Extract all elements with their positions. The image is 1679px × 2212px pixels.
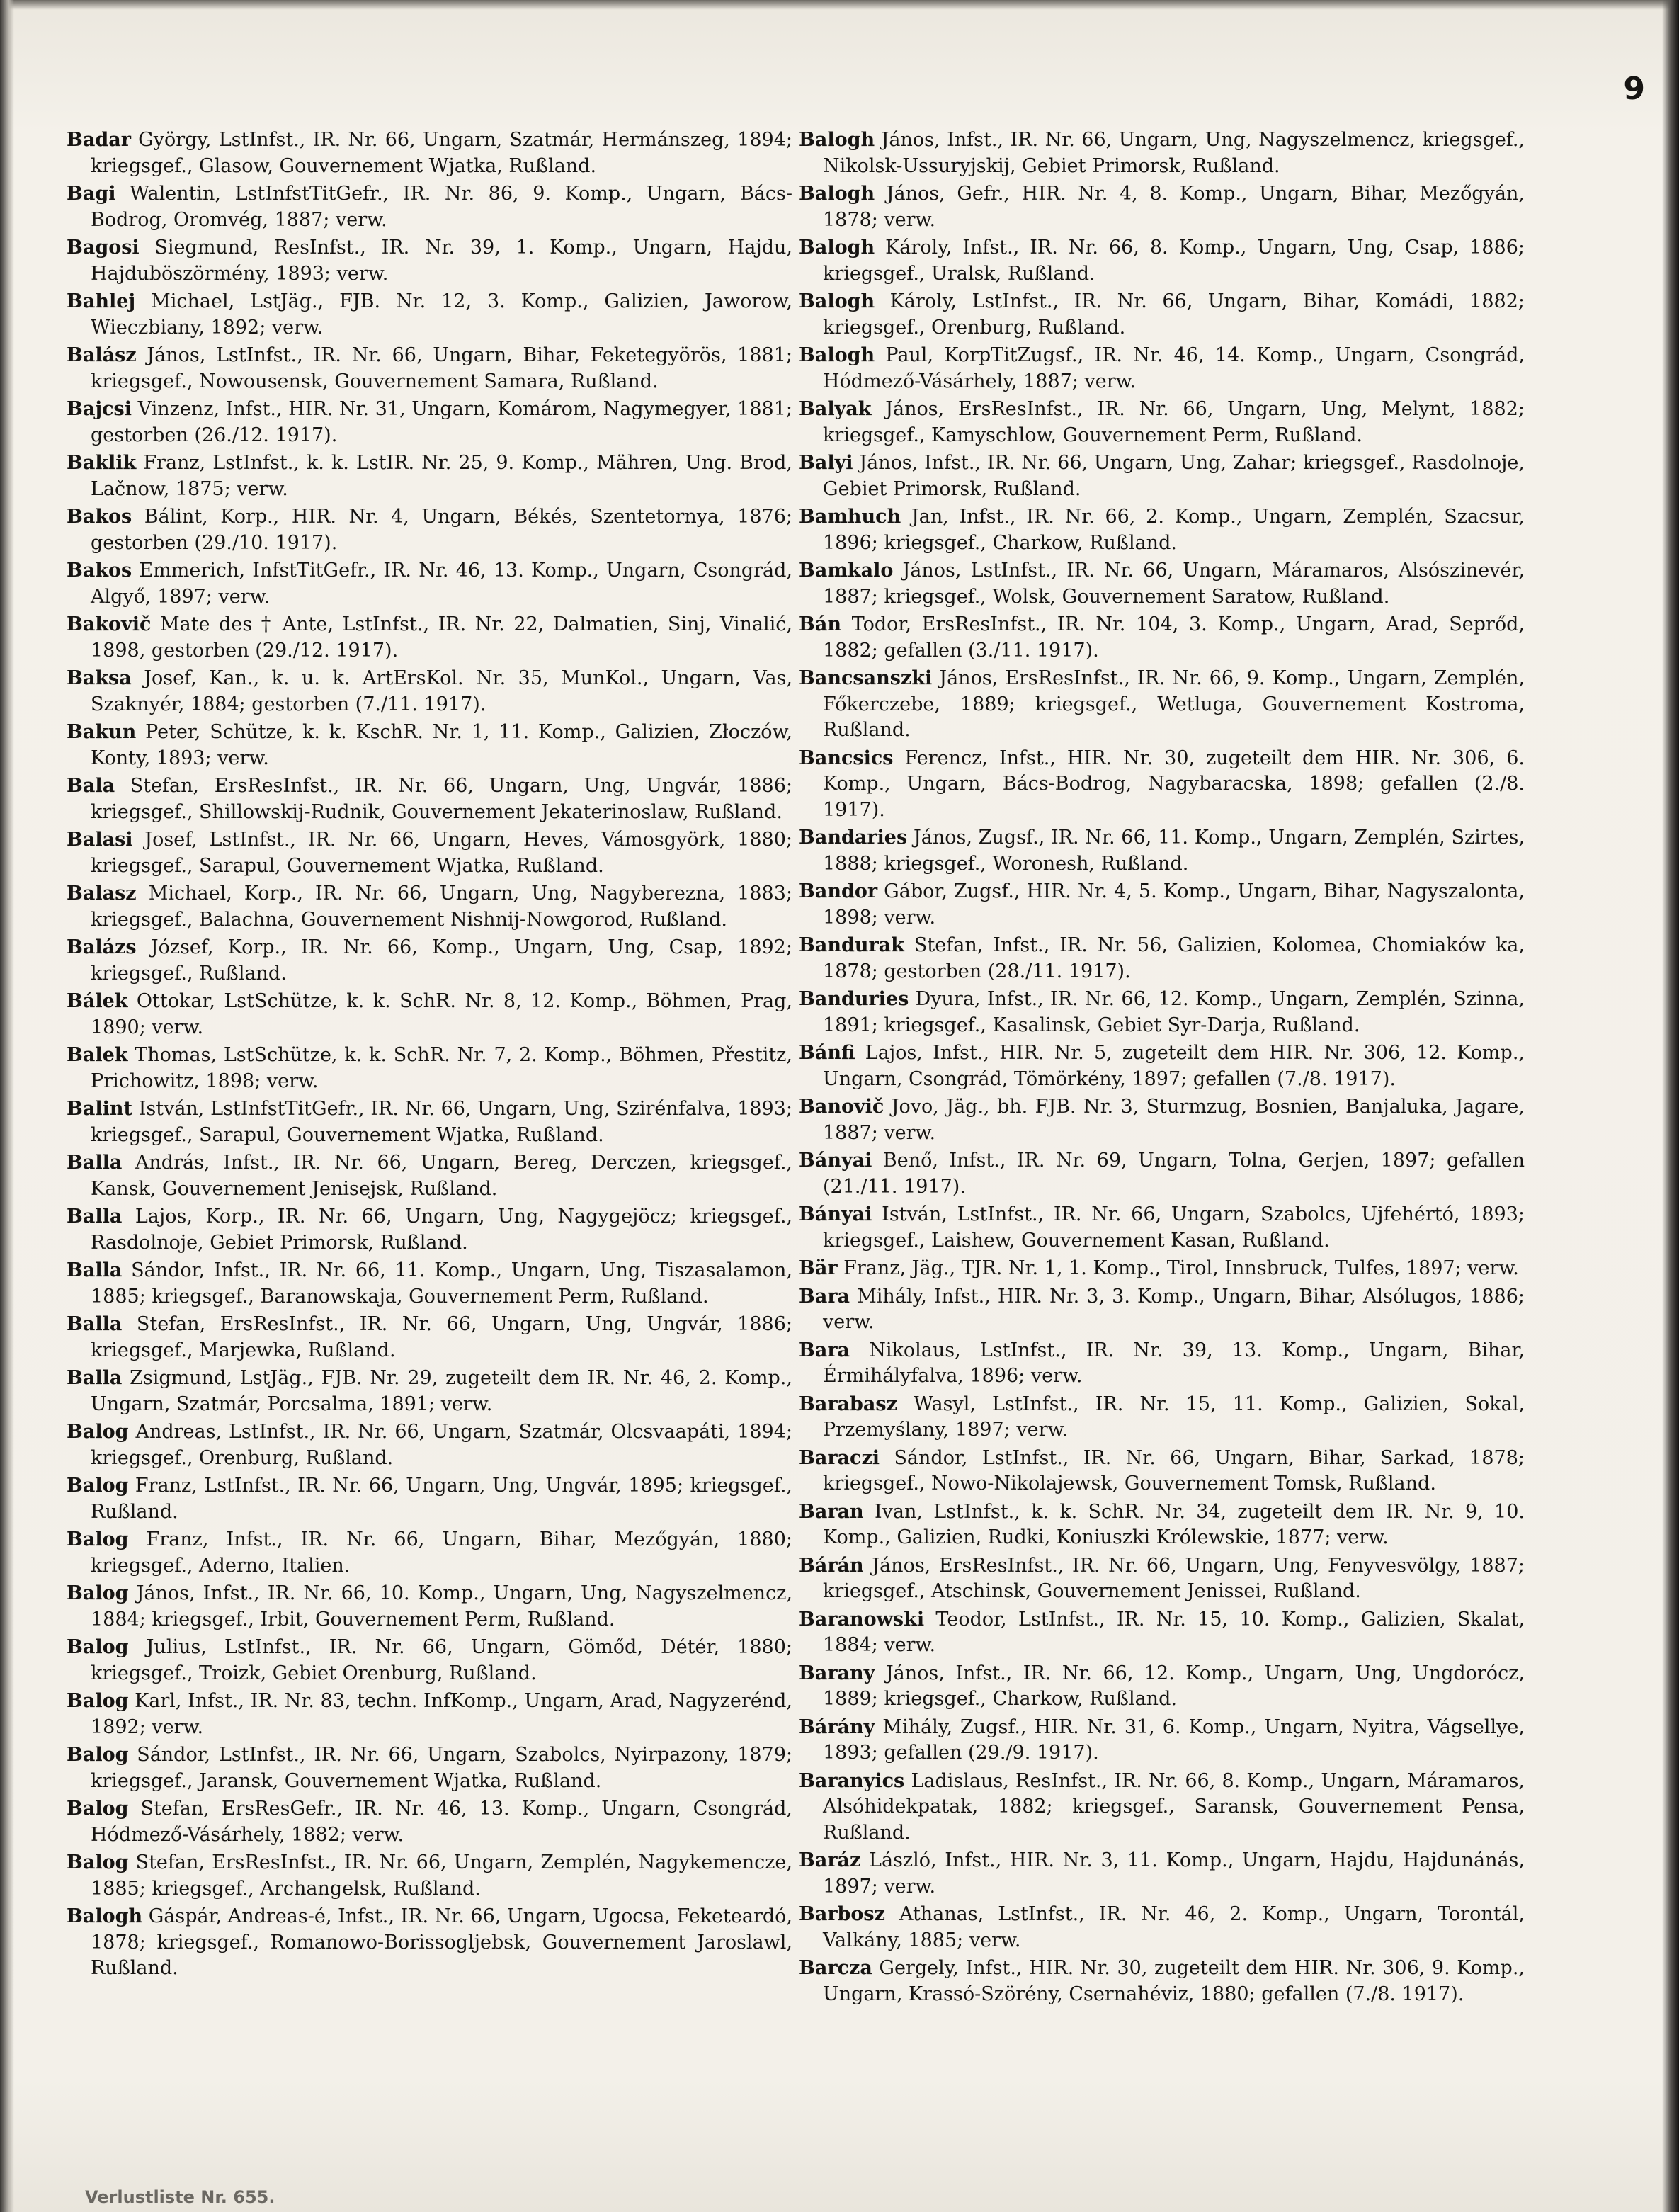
entry-surname: Bakos — [67, 560, 132, 582]
entry-details: Ivan, LstInfst., k. k. SchR. Nr. 34, zugeteilt dem IR. Nr. 9, 10. Komp., Galizien, Rudki, Koniuszki Królewskie, 1877; verw. — [823, 1500, 1525, 1548]
entry-surname: Bagi — [67, 183, 116, 205]
entry-details: Dyura, Infst., IR. Nr. 66, 12. Komp., Ungarn, Zemplén, Szinna, 1891; kriegsgef., Kasalinsk, Gebiet Syr-Darja, Rußland. — [823, 988, 1525, 1036]
entry-surname: Balyi — [799, 452, 853, 474]
entry-details: Wasyl, LstInfst., IR. Nr. 15, 11. Komp., Galizien, Sokal, Przemyślany, 1897; verw. — [823, 1393, 1525, 1441]
entry-surname: Balázs — [67, 936, 137, 958]
entry-details: Karl, Infst., IR. Nr. 83, techn. InfKomp., Ungarn, Arad, Nagyzerénd, 1892; verw. — [91, 1690, 792, 1738]
page-number: 9 — [1623, 71, 1645, 107]
casualty-entry — [67, 1258, 792, 1310]
entry-details: Gáspár, Andreas-é, Infst., IR. Nr. 66, Ungarn, Ugocsa, Feketeardó, 1878; kriegsgef., Romanowo-Borissoglјebsk, Gouvernement Jaroslawl, Rußland. — [91, 1905, 792, 1979]
casualty-entry — [67, 1473, 792, 1525]
casualty-entry — [67, 989, 792, 1040]
entry-details: János, LstInfst., IR. Nr. 66, Ungarn, Bihar, Feketegyörös, 1881; kriegsgef., Nowousensk, Gouvernement Samara, Rußland. — [91, 344, 792, 392]
entry-surname: Bara — [799, 1285, 850, 1308]
entry-surname: Balla — [67, 1259, 123, 1281]
casualty-entry — [67, 935, 792, 987]
entry-surname: Bakos — [67, 506, 132, 528]
entry-details: Michael, LstJäg., FJB. Nr. 12, 3. Komp., Galizien, Jaworow, Wieczbiany, 1892; verw. — [91, 290, 792, 339]
entry-surname: Bárán — [799, 1554, 864, 1577]
casualty-entry — [67, 881, 792, 933]
entry-surname: Balla — [67, 1152, 123, 1174]
entry-surname: Balla — [67, 1367, 123, 1389]
casualty-entry — [799, 1661, 1525, 1713]
entry-details: Jovo, Jäg., bh. FJB. Nr. 3, Sturmzug, Bosnien, Banjaluka, Jagare, 1887; verw. — [823, 1096, 1525, 1144]
entry-surname: Balla — [67, 1313, 123, 1335]
casualty-entry — [67, 1904, 792, 1982]
casualty-entry — [67, 343, 792, 395]
entry-details: János, Zugsf., IR. Nr. 66, 11. Komp., Ungarn, Zemplén, Szirtes, 1888; kriegsgef., Woronesh, Rußland. — [823, 827, 1525, 875]
entry-surname: Bamhuch — [799, 506, 901, 528]
casualty-entry — [799, 825, 1525, 877]
entry-surname: Barcza — [799, 1957, 872, 1979]
entry-details: János, Infst., IR. Nr. 66, 12. Komp., Ungarn, Ung, Ungdorócz, 1889; kriegsgef., Charkow, Rußland. — [823, 1662, 1525, 1710]
casualty-entry — [67, 1096, 792, 1148]
entry-details: Károly, Infst., IR. Nr. 66, 8. Komp., Ungarn, Ung, Csap, 1886; kriegsgef., Uralsk, Rußland. — [823, 237, 1525, 285]
entry-details: Bálint, Korp., HIR. Nr. 4, Ungarn, Békés, Szentetornya, 1876; gestorben (29./10. 1917). — [91, 506, 792, 554]
entry-details: Michael, Korp., IR. Nr. 66, Ungarn, Ung, Nagyberezna, 1883; kriegsgef., Balachna, Gouvernement Nishnij-Nowgorod, Rußland. — [91, 883, 792, 931]
entry-surname: Baráz — [799, 1849, 861, 1871]
entry-details: Paul, KorpTitZugsf., IR. Nr. 46, 14. Komp., Ungarn, Csongrád, Hódmező-Vásárhely, 1887; verw. — [823, 344, 1525, 392]
casualty-entry — [67, 1312, 792, 1363]
casualty-entry — [799, 1392, 1525, 1444]
entry-surname: Bär — [799, 1257, 838, 1279]
scan-edge-right — [1662, 0, 1679, 2212]
entry-surname: Bányai — [799, 1203, 872, 1225]
casualty-entry — [67, 450, 792, 502]
casualty-entry — [67, 558, 792, 610]
entry-details: Peter, Schütze, k. k. KschR. Nr. 1, 11. Komp., Galizien, Złoczów, Konty, 1893; verw. — [91, 721, 792, 769]
entry-surname: Bakun — [67, 721, 137, 743]
entry-details: András, Infst., IR. Nr. 66, Ungarn, Bereg, Derczen, kriegsgef., Kansk, Gouvernement Jenisejsk, Rußland. — [91, 1152, 792, 1200]
scan-edge-top — [0, 0, 1679, 10]
casualty-entry — [799, 1338, 1525, 1390]
entry-details: Emmerich, InfstTitGefr., IR. Nr. 46, 13. Komp., Ungarn, Csongrád, Algyő, 1897; verw. — [91, 560, 793, 608]
casualty-entry — [799, 1094, 1525, 1146]
entry-details: Franz, Infst., IR. Nr. 66, Ungarn, Bihar, Mezőgyán, 1880; kriegsgef., Aderno, Italien. — [91, 1528, 792, 1577]
casualty-entry — [67, 720, 792, 771]
entry-surname: Bányai — [799, 1150, 872, 1172]
entry-surname: Bandaries — [799, 827, 908, 849]
scan-edge-left — [0, 0, 14, 2212]
casualty-entry — [799, 504, 1525, 556]
entry-details: Gábor, Zugsf., HIR. Nr. 4, 5. Komp., Ungarn, Bihar, Nagyszalonta, 1898; verw. — [823, 880, 1525, 929]
casualty-entry — [799, 1446, 1525, 1497]
entry-surname: Balogh — [799, 290, 875, 312]
entry-details: Sándor, LstInfst., IR. Nr. 66, Ungarn, Bihar, Sarkad, 1878; kriegsgef., Nowo-Nikolajewsk, Gouvernement Tomsk, Rußland. — [823, 1446, 1525, 1494]
casualty-entry — [67, 1150, 792, 1202]
entry-surname: Barabasz — [799, 1393, 897, 1415]
entry-details: Ladislaus, ResInfst., IR. Nr. 66, 8. Komp., Ungarn, Máramaros, Alsóhidekpatak, 1882; kriegsgef., Saransk, Gouvernement Pensa, Rußland. — [823, 1769, 1525, 1844]
entry-details: János, Infst., IR. Nr. 66, Ungarn, Ung, Zahar; kriegsgef., Rasdolnoje, Gebiet Primorsk, Rußland. — [823, 452, 1525, 500]
entry-details: Ferencz, Infst., HIR. Nr. 30, zugeteilt dem HIR. Nr. 306, 6. Komp., Ungarn, Bács-Bodrog, Nagybaracska, 1898; gefallen (2./8. 1917). — [823, 747, 1525, 821]
entry-details: Siegmund, ResInfst., IR. Nr. 39, 1. Komp., Ungarn, Hajdu, Hajduböszörmény, 1893; verw. — [91, 237, 792, 285]
entry-surname: Balogh — [67, 1905, 143, 1927]
entry-details: Stefan, ErsResInfst., IR. Nr. 66, Ungarn, Zemplén, Nagykemencze, 1885; kriegsgef., Archangelsk, Rußland. — [91, 1851, 792, 1900]
casualty-entry — [799, 879, 1525, 931]
casualty-entry — [67, 1419, 792, 1471]
entry-details: Athanas, LstInfst., IR. Nr. 46, 2. Komp., Ungarn, Torontál, Valkány, 1885; verw. — [823, 1903, 1525, 1951]
casualty-entry — [67, 1527, 792, 1579]
entry-surname: Balog — [67, 1475, 129, 1497]
casualty-entry — [67, 666, 792, 718]
entry-surname: Balog — [67, 1798, 129, 1820]
entry-details: Stefan, ErsResInfst., IR. Nr. 66, Ungarn, Ung, Ungvár, 1886; kriegsgef., Shillowskij-Rudnik, Gouvernement Jekaterinoslaw, Rußland. — [91, 775, 792, 823]
entry-details: Vinzenz, Infst., HIR. Nr. 31, Ungarn, Komárom, Nagymegyer, 1881; gestorben (26./12. 1917). — [91, 398, 792, 446]
casualty-entry — [67, 397, 792, 448]
entry-details: Mihály, Zugsf., HIR. Nr. 31, 6. Komp., Ungarn, Nyitra, Vágsellye, 1893; gefallen (29./9. 1917). — [823, 1715, 1525, 1764]
entry-surname: Baranyics — [799, 1769, 905, 1792]
entry-surname: Bagosi — [67, 237, 140, 259]
entry-surname: Baksa — [67, 667, 132, 689]
casualty-entry — [799, 1148, 1525, 1200]
entry-details: Stefan, Infst., IR. Nr. 56, Galizien, Kolomea, Chomiaków ka, 1878; gestorben (28./11. 1917). — [823, 934, 1525, 982]
entry-surname: Balog — [67, 1744, 129, 1766]
entry-details: János, ErsResInfst., IR. Nr. 66, 9. Komp., Ungarn, Zemplén, Főkerczebe, 1889; kriegsgef., Wetluga, Gouvernement Kostroma, Rußland. — [823, 667, 1525, 741]
casualty-entry — [799, 933, 1525, 985]
entry-surname: Bandurak — [799, 934, 904, 956]
entry-surname: Bala — [67, 775, 115, 797]
entry-surname: Balint — [67, 1098, 132, 1120]
entry-details: János, LstInfst., IR. Nr. 66, Ungarn, Máramaros, Alsószinevér, 1887; kriegsgef., Wolsk, Gouvernement Saratow, Rußland. — [823, 560, 1525, 608]
entry-details: Mihály, Infst., HIR. Nr. 3, 3. Komp., Ungarn, Bihar, Alsólugos, 1886; verw. — [823, 1285, 1525, 1333]
casualty-entry — [799, 1499, 1525, 1551]
casualty-entry — [799, 558, 1525, 610]
casualty-entry — [67, 1635, 792, 1686]
entry-details: Stefan, ErsResGefr., IR. Nr. 46, 13. Komp., Ungarn, Csongrád, Hódmező-Vásárhely, 1882; verw. — [91, 1798, 792, 1846]
casualty-entry — [799, 987, 1525, 1038]
entry-details: Franz, LstInfst., IR. Nr. 66, Ungarn, Ung, Ungvár, 1895; kriegsgef., Rußland. — [91, 1475, 792, 1523]
entry-details: Andreas, LstInfst., IR. Nr. 66, Ungarn, Szatmár, Olcsvaapáti, 1894; kriegsgef., Orenburg, Rußland. — [91, 1421, 792, 1469]
entry-surname: Baklik — [67, 452, 137, 474]
casualty-entry — [67, 1581, 792, 1633]
entry-surname: Balog — [67, 1528, 129, 1550]
entry-surname: Balogh — [799, 129, 875, 151]
entry-surname: Bánfi — [799, 1042, 855, 1064]
entry-surname: Balogh — [799, 183, 875, 205]
casualty-entry — [67, 1204, 792, 1256]
entry-surname: Bandor — [799, 880, 878, 902]
casualty-entry — [67, 1689, 792, 1740]
entry-surname: Bán — [799, 613, 841, 635]
entry-surname: Bancsics — [799, 747, 894, 769]
entry-surname: Bara — [799, 1339, 850, 1361]
entry-details: Walentin, LstInfstTitGefr., IR. Nr. 86, 9. Komp., Ungarn, Bács-Bodrog, Oromvég, 1887; verw. — [91, 183, 792, 231]
entry-surname: Balog — [67, 1636, 129, 1658]
entry-surname: Balog — [67, 1421, 129, 1443]
casualty-entry — [799, 1769, 1525, 1847]
entry-surname: Balog — [67, 1690, 129, 1712]
entry-details: Lajos, Infst., HIR. Nr. 5, zugeteilt dem HIR. Nr. 306, 12. Komp., Ungarn, Csongrád, Tömörkény, 1897; gefallen (7./8. 1917). — [823, 1042, 1525, 1090]
left-column — [67, 127, 792, 1984]
casualty-entry — [799, 181, 1525, 233]
entry-details: Thomas, LstSchütze, k. k. SchR. Nr. 7, 2. Komp., Böhmen, Přestitz, Prichowitz, 1898; verw. — [91, 1044, 792, 1092]
casualty-entry — [799, 1956, 1525, 2007]
entry-details: Franz, LstInfst., k. k. LstIR. Nr. 25, 9. Komp., Mähren, Ung. Brod, Lačnow, 1875; verw. — [91, 452, 792, 500]
entry-details: Zsigmund, LstJäg., FJB. Nr. 29, zugeteilt dem IR. Nr. 46, 2. Komp., Ungarn, Szatmár, Porcsalma, 1891; verw. — [91, 1367, 792, 1415]
entry-details: János, ErsResInfst., IR. Nr. 66, Ungarn, Ung, Fenyvesvölgy, 1887; kriegsgef., Atschinsk, Gouvernement Jenissei, Rußland. — [823, 1554, 1525, 1602]
entry-surname: Barany — [799, 1662, 875, 1684]
entry-surname: Balyak — [799, 398, 872, 420]
entry-surname: Balogh — [799, 237, 875, 259]
entry-surname: Balek — [67, 1044, 128, 1066]
entry-details: Stefan, ErsResInfst., IR. Nr. 66, Ungarn, Ung, Ungvár, 1886; kriegsgef., Marjewka, Rußland. — [91, 1313, 792, 1361]
entry-surname: Balasz — [67, 883, 137, 904]
casualty-entry — [67, 181, 792, 233]
casualty-entry — [799, 746, 1525, 824]
entry-details: Mate des † Ante, LstInfst., IR. Nr. 22, Dalmatien, Sinj, Vinalić, 1898, gestorben (29./12. 1917). — [91, 613, 792, 662]
entry-details: Gergely, Infst., HIR. Nr. 30, zugeteilt dem HIR. Nr. 306, 9. Komp., Ungarn, Krassó-Szörény, Csernahéviz, 1880; gefallen (7./8. 1917). — [823, 1957, 1525, 2005]
entry-surname: Balasi — [67, 829, 133, 851]
entry-details: Franz, Jäg., TJR. Nr. 1, 1. Komp., Tirol, Innsbruck, Tulfes, 1897; verw. — [843, 1257, 1519, 1279]
entry-details: György, LstInfst., IR. Nr. 66, Ungarn, Szatmár, Hermánszeg, 1894; kriegsgef., Glasow, Gouvernement Wjatka, Rußland. — [91, 129, 792, 177]
entry-details: Benő, Infst., IR. Nr. 69, Ungarn, Tolna, Gerjen, 1897; gefallen (21./11. 1917). — [823, 1150, 1525, 1198]
casualty-entry — [799, 1284, 1525, 1336]
entry-surname: Bajcsi — [67, 398, 132, 420]
entry-details: Lajos, Korp., IR. Nr. 66, Ungarn, Ung, Nagygejöcz; kriegsgef., Rasdolnoje, Gebiet Primorsk, Rußland. — [91, 1206, 792, 1254]
entry-details: Todor, ErsResInfst., IR. Nr. 104, 3. Komp., Ungarn, Arad, Seprőd, 1882; gefallen (3./11. 1917). — [823, 613, 1525, 662]
casualty-entry — [799, 289, 1525, 341]
casualty-entry — [67, 1742, 792, 1794]
entry-details: János, Gefr., HIR. Nr. 4, 8. Komp., Ungarn, Bihar, Mezőgyán, 1878; verw. — [823, 183, 1525, 231]
casualty-entry — [67, 1796, 792, 1848]
entry-surname: Balogh — [799, 344, 875, 366]
entry-surname: Bakovič — [67, 613, 152, 635]
casualty-entry — [67, 773, 792, 825]
entry-details: István, LstInfstTitGefr., IR. Nr. 66, Ungarn, Ung, Szirénfalva, 1893; kriegsgef., Sarapul, Gouvernement Wjatka, Rußland. — [91, 1098, 792, 1146]
casualty-entry — [67, 504, 792, 556]
entry-details: Ottokar, LstSchütze, k. k. SchR. Nr. 8, 12. Komp., Böhmen, Prag, 1890; verw. — [91, 990, 793, 1038]
entry-details: László, Infst., HIR. Nr. 3, 11. Komp., Ungarn, Hajdu, Hajdunánás, 1897; verw. — [823, 1849, 1525, 1898]
casualty-entry — [67, 289, 792, 341]
entry-details: Josef, LstInfst., IR. Nr. 66, Ungarn, Heves, Vámosgyörk, 1880; kriegsgef., Sarapul, Gouvernement Wjatka, Rußland. — [91, 829, 792, 877]
entry-surname: Bárány — [799, 1715, 875, 1738]
entry-details: János, Infst., IR. Nr. 66, Ungarn, Ung, Nagyszelmencz, kriegsgef., Nikolsk-Ussuryjskij, Gebiet Primorsk, Rußland. — [823, 129, 1525, 177]
entry-surname: Baran — [799, 1500, 864, 1523]
entry-details: Teodor, LstInfst., IR. Nr. 15, 10. Komp., Galizien, Skalat, 1884; verw. — [823, 1608, 1525, 1656]
entry-details: József, Korp., IR. Nr. 66, Komp., Ungarn, Ung, Csap, 1892; kriegsgef., Rußland. — [91, 936, 792, 985]
casualty-entry — [799, 1040, 1525, 1092]
entry-surname: Baranowski — [799, 1608, 925, 1630]
entry-surname: Bamkalo — [799, 560, 894, 582]
right-column — [799, 127, 1525, 2009]
entry-surname: Balog — [67, 1851, 129, 1873]
entry-surname: Balász — [67, 344, 137, 366]
entry-surname: Baraczi — [799, 1446, 880, 1469]
entry-surname: Balog — [67, 1582, 129, 1604]
entry-surname: Bancsanszki — [799, 667, 933, 689]
casualty-entry — [799, 1256, 1525, 1282]
casualty-entry — [67, 612, 792, 664]
casualty-entry — [67, 1043, 792, 1094]
entry-surname: Barbosz — [799, 1903, 885, 1925]
entry-surname: Balla — [67, 1206, 123, 1227]
entry-details: István, LstInfst., IR. Nr. 66, Ungarn, Szabolcs, Ujfehértó, 1893; kriegsgef., Laishew, Gouvernement Kasan, Rußland. — [823, 1203, 1525, 1252]
entry-details: János, ErsResInfst., IR. Nr. 66, Ungarn, Ung, Melynt, 1882; kriegsgef., Kamyschlow, Gouvernement Perm, Rußland. — [823, 398, 1525, 446]
casualty-entry — [799, 1902, 1525, 1953]
casualty-entry — [799, 1202, 1525, 1254]
casualty-entry — [799, 127, 1525, 179]
casualty-entry — [67, 827, 792, 879]
casualty-entry — [799, 1553, 1525, 1605]
casualty-entry — [799, 612, 1525, 664]
casualty-entry — [799, 450, 1525, 502]
casualty-entry — [67, 235, 792, 287]
entry-details: János, Infst., IR. Nr. 66, 10. Komp., Ungarn, Ung, Nagyszelmencz, 1884; kriegsgef., Irbit, Gouvernement Perm, Rußland. — [91, 1582, 792, 1630]
entry-surname: Banduries — [799, 988, 909, 1010]
casualty-entry — [799, 397, 1525, 448]
casualty-entry — [799, 1715, 1525, 1766]
entry-details: Károly, LstInfst., IR. Nr. 66, Ungarn, Bihar, Komádi, 1882; kriegsgef., Orenburg, Rußland. — [823, 290, 1525, 339]
casualty-entry — [799, 1848, 1525, 1900]
entry-details: Sándor, Infst., IR. Nr. 66, 11. Komp., Ungarn, Ung, Tiszasalamon, 1885; kriegsgef., Baranowskaja, Gouvernement Perm, Rußland. — [91, 1259, 792, 1308]
casualty-entry — [799, 235, 1525, 287]
entry-details: Sándor, LstInfst., IR. Nr. 66, Ungarn, Szabolcs, Nyirpazony, 1879; kriegsgef., Jaransk, Gouvernement Wjatka, Rußland. — [91, 1744, 792, 1792]
casualty-entry — [799, 1607, 1525, 1659]
entry-details: Julius, LstInfst., IR. Nr. 66, Ungarn, Gömőd, Détér, 1880; kriegsgef., Troizk, Gebiet Orenburg, Rußland. — [91, 1636, 792, 1684]
page-footer: Verlustliste Nr. 655. — [85, 2187, 275, 2207]
entry-surname: Bahlej — [67, 290, 136, 312]
entry-details: Josef, Kan., k. u. k. ArtErsKol. Nr. 35, MunKol., Ungarn, Vas, Szaknyér, 1884; gestorben (7./11. 1917). — [91, 667, 792, 715]
casualty-entry — [67, 1366, 792, 1417]
casualty-entry — [799, 343, 1525, 395]
casualty-entry — [67, 1850, 792, 1902]
entry-details: Jan, Infst., IR. Nr. 66, 2. Komp., Ungarn, Zemplén, Szacsur, 1896; kriegsgef., Charkow, Rußland. — [823, 506, 1525, 554]
entry-surname: Bálek — [67, 990, 128, 1012]
casualty-entry — [799, 666, 1525, 744]
entry-surname: Badar — [67, 129, 131, 151]
entry-details: Nikolaus, LstInfst., IR. Nr. 39, 13. Komp., Ungarn, Bihar, Érmihályfalva, 1896; verw. — [823, 1339, 1525, 1387]
entry-surname: Banovič — [799, 1096, 884, 1118]
casualty-entry — [67, 127, 792, 179]
